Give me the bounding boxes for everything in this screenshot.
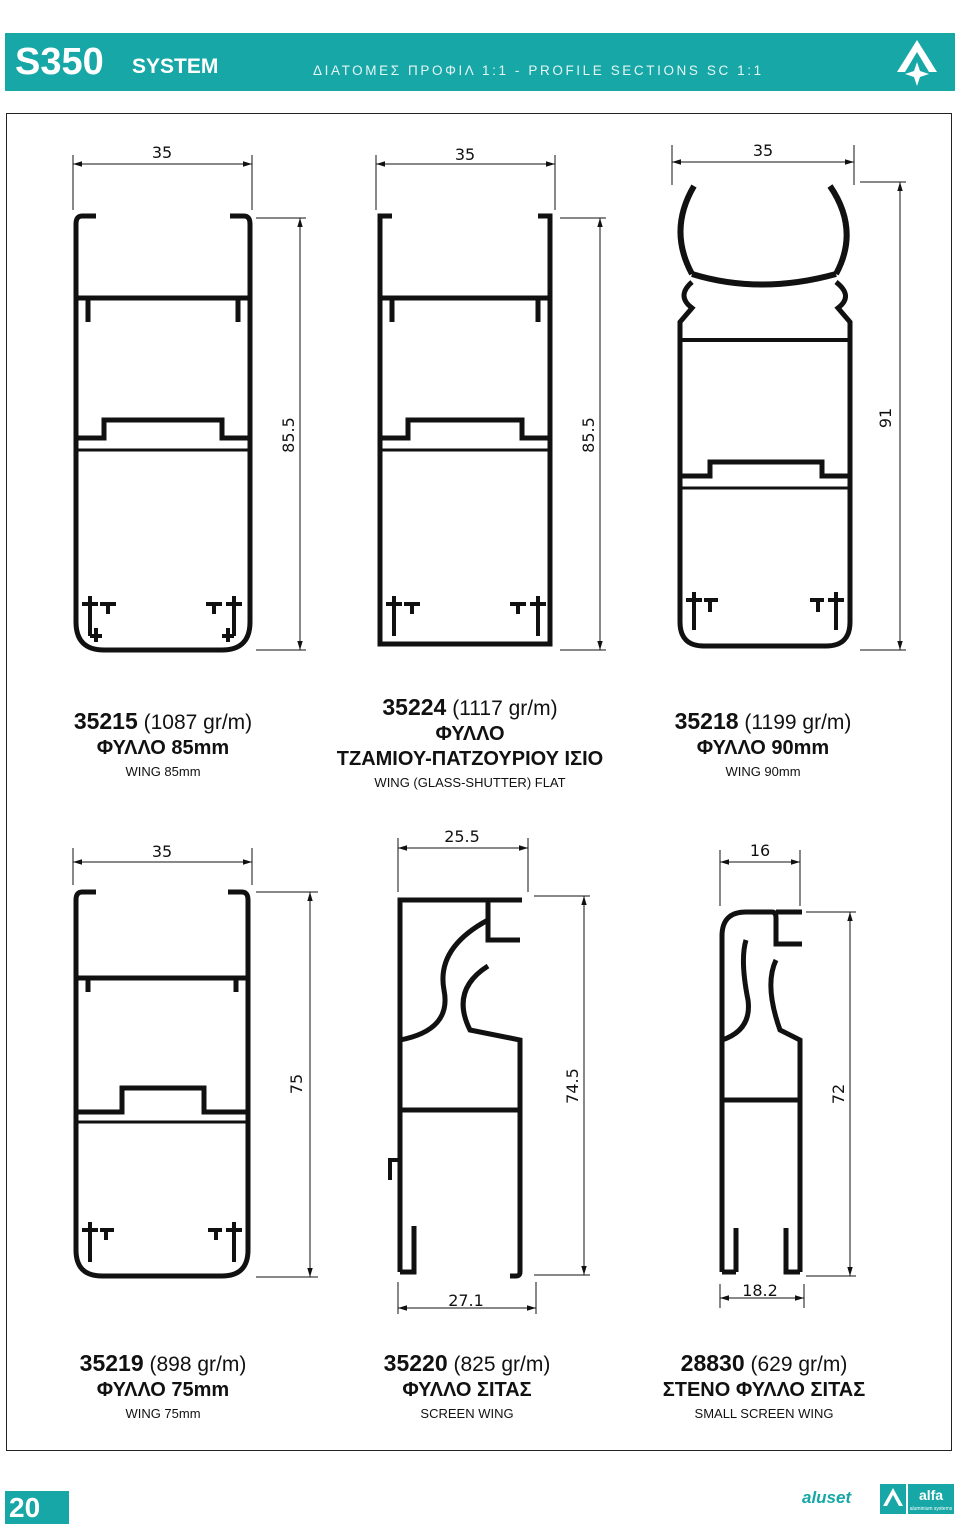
profile-35219-caption (13, 1350, 313, 1421)
profile-35224-section (376, 155, 606, 650)
profile-35224-width-dim: 35 (454, 145, 476, 164)
profile-name-en: WING (GLASS-SHUTTER) FLAT (374, 775, 566, 790)
profile-35219-section (73, 848, 318, 1277)
alfa-wordmark: alfa (918, 1487, 944, 1503)
profile-35220-width-dim: 25.5 (444, 827, 480, 846)
system-label: SYSTEM (132, 55, 219, 78)
profile-28830-caption (614, 1350, 914, 1421)
profile-35215-section (73, 155, 306, 650)
aluset-logo: aluset (802, 1488, 852, 1507)
profile-35215-height-dim: 85.5 (279, 417, 298, 453)
profile-28830-bottom-dim: 18.2 (742, 1281, 778, 1300)
profile-35219-dims (152, 842, 306, 1094)
profile-weight: (1117 gr/m) (452, 697, 558, 720)
page-subtitle: ΔΙΑΤΟΜΕΣ ΠΡΟΦΙΛ 1:1 - PROFILE SECTIONS SC 1:1 (313, 63, 764, 78)
profile-name-en: WING 90mm (725, 764, 801, 779)
profile-28830-width-dim: 16 (749, 841, 771, 860)
profile-name-en: SCREEN WING (420, 1406, 514, 1421)
profile-code: 35219 (79, 1350, 144, 1376)
profile-code: 35218 (674, 708, 739, 734)
profile-35224-caption (320, 694, 620, 790)
series-title: S350 (15, 41, 104, 83)
alfa-logo (880, 1484, 954, 1514)
profile-35220-bottom-dim: 27.1 (448, 1291, 484, 1310)
profile-35218-height-dim: 91 (876, 407, 895, 429)
alfa-logo-icon (880, 1484, 954, 1514)
profile-28830-height-dim: 72 (829, 1083, 848, 1105)
profile-35215-caption (13, 708, 313, 779)
profile-weight: (825 gr/m) (453, 1353, 551, 1376)
profile-35220-section (390, 838, 590, 1314)
profile-code: 35220 (383, 1350, 448, 1376)
profile-name-gr-2: ΤΖΑΜΙΟΥ-ΠΑΤΖΟΥΡΙΟΥ ΙΣΙΟ (336, 748, 604, 770)
profile-28830-section (720, 850, 856, 1308)
profile-code: 28830 (680, 1350, 745, 1376)
profile-35218-section (672, 145, 906, 650)
profile-name-en: WING 75mm (125, 1406, 201, 1421)
profile-weight: (898 gr/m) (149, 1353, 247, 1376)
profile-35218-width-dim: 35 (752, 141, 774, 160)
profile-weight: (629 gr/m) (750, 1353, 848, 1376)
profile-name-gr: ΦΥΛΛΟ 75mm (96, 1379, 230, 1401)
profile-weight: (1199 gr/m) (744, 711, 852, 734)
profile-code: 35215 (73, 708, 138, 734)
profile-35220-height-dim: 74.5 (563, 1068, 582, 1104)
profile-name-gr: ΦΥΛΛΟ 90mm (696, 737, 830, 759)
alfa-tagline: aluminium systems (909, 1506, 953, 1512)
profile-code: 35224 (382, 694, 447, 720)
profile-35220-caption (317, 1350, 617, 1421)
profile-name-gr: ΦΥΛΛΟ (435, 723, 505, 745)
profile-name-gr: ΦΥΛΛΟ 85mm (96, 737, 230, 759)
profile-weight: (1087 gr/m) (143, 711, 253, 734)
profile-name-gr: ΣΤΕΝΟ ΦΥΛΛΟ ΣΙΤΑΣ (662, 1379, 866, 1401)
profile-35219-width-dim: 35 (151, 842, 173, 861)
profile-35218-caption (613, 708, 913, 779)
profile-name-en: SMALL SCREEN WING (694, 1406, 834, 1421)
page-number: 20 (5, 1491, 69, 1524)
profile-35219-height-dim: 75 (287, 1073, 306, 1095)
profile-35224-height-dim: 85.5 (579, 417, 598, 453)
profile-name-gr: ΦΥΛΛΟ ΣΙΤΑΣ (402, 1379, 532, 1401)
profile-35215-width-dim: 35 (151, 143, 173, 162)
profile-name-en: WING 85mm (125, 764, 201, 779)
